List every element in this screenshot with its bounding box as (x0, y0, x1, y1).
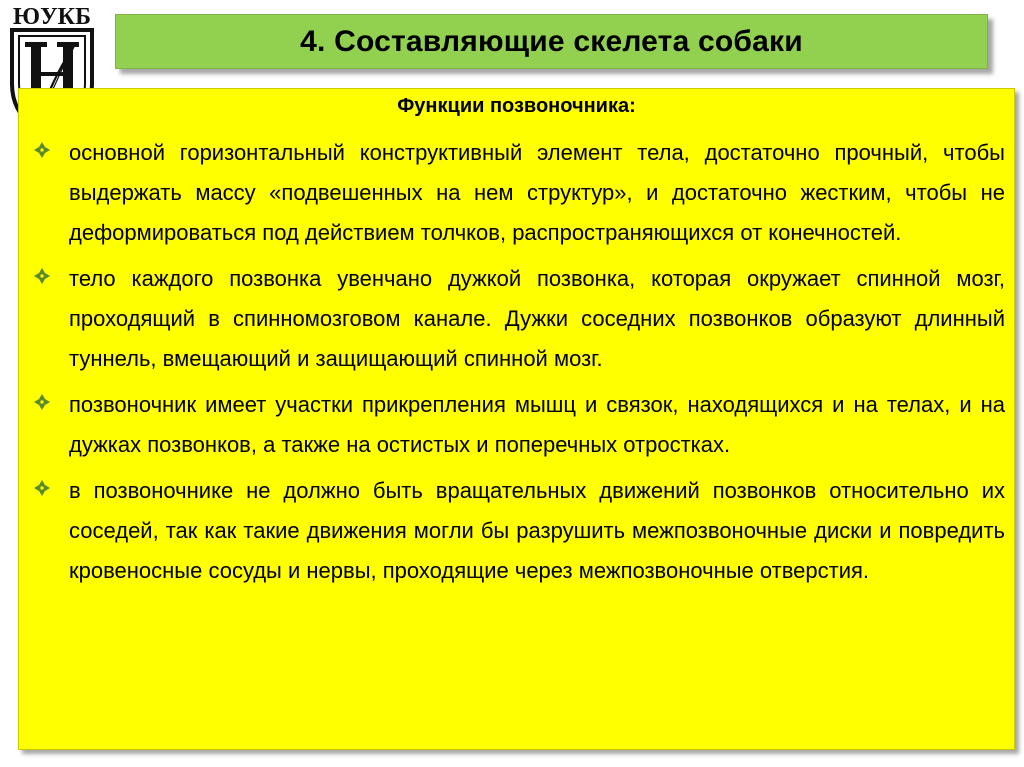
list-item (33, 471, 1005, 591)
diamond-dots-bullet-icon (33, 471, 69, 497)
diamond-dots-bullet-icon (33, 133, 69, 159)
logo-text: ЮУКБ (13, 4, 91, 30)
title-bar (115, 14, 988, 69)
list-item (33, 385, 1005, 465)
bullet-text: тело каждого позвонка увенчано дужкой позвонка, которая окружает спинной мозг, проходящий в спинномозговом канале. Дужки соседних позвонков образуют длинный туннель, вмещающий и защищающий спинной мозг. (69, 266, 1005, 371)
bullet-list (33, 133, 1005, 597)
page-title: 4. Составляющие скелета собаки (300, 24, 803, 58)
list-item (33, 133, 1005, 253)
list-item (33, 259, 1005, 379)
section-subheading: Функции позвоночника: (397, 95, 636, 117)
bullet-text: основной горизонтальный конструктивный элемент тела, достаточно прочный, чтобы выдержать массу «подвешенных на нем структур», и достаточно жестким, чтобы не деформироваться под действием толчков, распространяющихся от конечностей. (69, 140, 1005, 245)
content-panel (18, 88, 1015, 750)
diamond-dots-bullet-icon (33, 385, 69, 411)
diamond-dots-bullet-icon (33, 259, 69, 285)
bullet-text: позвоночник имеет участки прикрепления мышц и связок, находящихся и на телах, и на дужках позвонков, а также на остистых и поперечных отростках. (69, 392, 1005, 457)
bullet-text: в позвоночнике не должно быть вращательных движений позвонков относительно их соседей, так как такие движения могли бы разрушить межпозвоночные диски и повредить кровеносные сосуды и нервы, проходящие через межпозвоночные отверстия. (69, 478, 1005, 583)
